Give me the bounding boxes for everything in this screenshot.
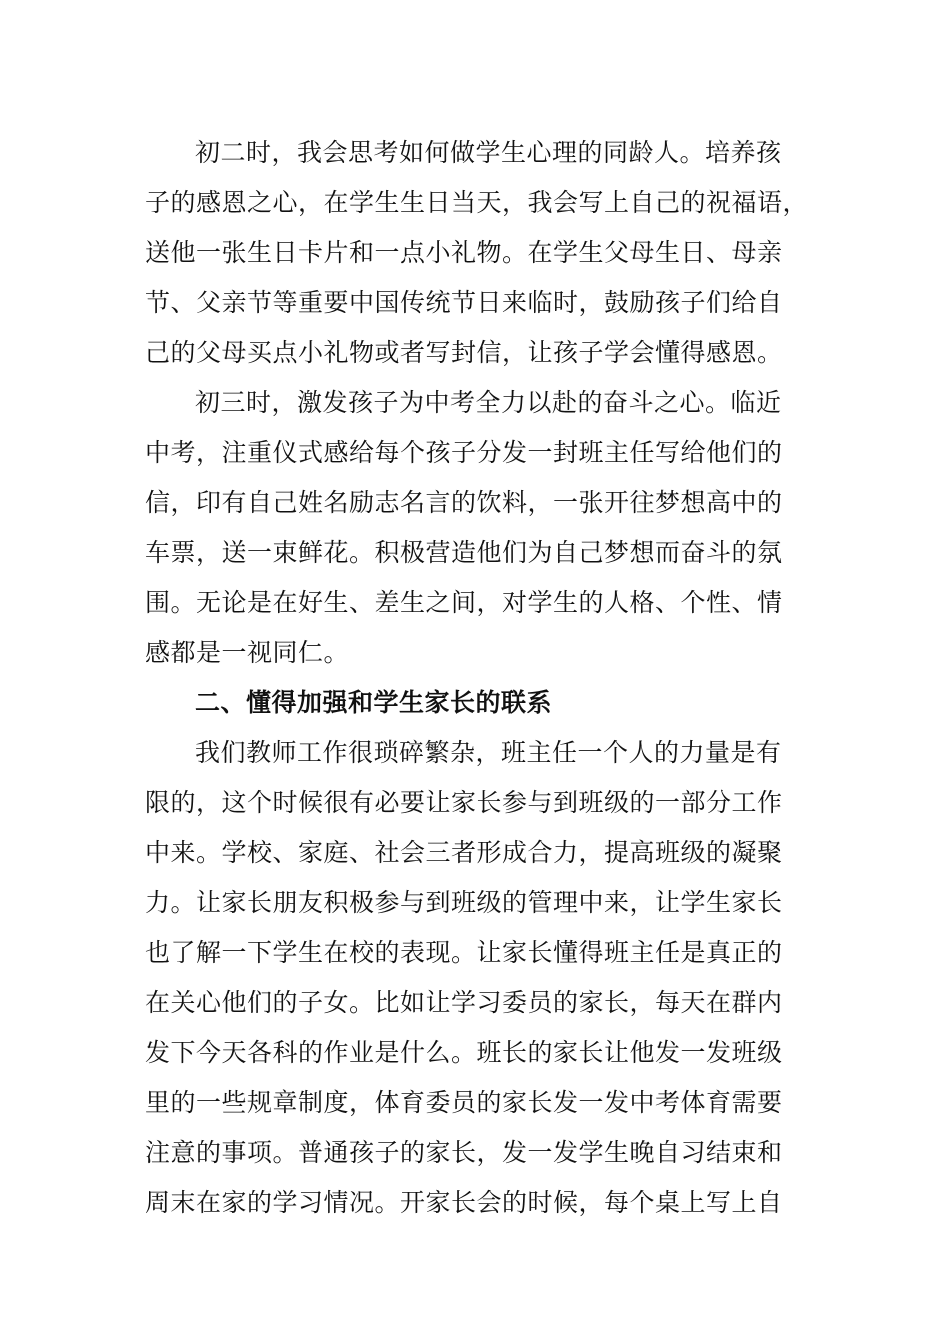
paragraph-3-line-3: 中来。学校、家庭、社会三者形成合力，提高班级的凝聚 [145, 838, 783, 867]
paragraph-2-line-5: 围。无论是在好生、差生之间，对学生的人格、个性、情 [145, 588, 783, 617]
paragraph-3-line-9: 注意的事项。普通孩子的家长，发一发学生晚自习结束和 [145, 1138, 783, 1167]
paragraph-3-line-1: 我们教师工作很琐碎繁杂，班主任一个人的力量是有 [195, 738, 782, 767]
paragraph-3-line-10: 周末在家的学习情况。开家长会的时候，每个桌上写上自 [145, 1188, 783, 1217]
paragraph-3-line-5: 也了解一下学生在校的表现。让家长懂得班主任是真正的 [145, 938, 783, 967]
paragraph-3-line-2: 限的，这个时候很有必要让家长参与到班级的一部分工作 [145, 788, 783, 817]
paragraph-2-line-4: 车票，送一束鲜花。积极营造他们为自己梦想而奋斗的氛 [145, 538, 783, 567]
paragraph-2-line-3: 信，印有自己姓名励志名言的饮料，一张开往梦想高中的 [145, 488, 783, 517]
section-heading: 二、懂得加强和学生家长的联系 [195, 688, 553, 717]
paragraph-3-line-8: 里的一些规章制度，体育委员的家长发一发中考体育需要 [145, 1088, 783, 1117]
paragraph-2-line-1: 初三时，激发孩子为中考全力以赴的奋斗之心。临近 [195, 388, 782, 417]
paragraph-1-line-1: 初二时，我会思考如何做学生心理的同龄人。培养孩 [195, 138, 782, 167]
paragraph-2-line-2: 中考，注重仪式感给每个孩子分发一封班主任写给他们的 [145, 438, 783, 467]
paragraph-1-line-5: 己的父母买点小礼物或者写封信，让孩子学会懂得感恩。 [145, 338, 783, 367]
paragraph-1-line-4: 节、父亲节等重要中国传统节日来临时，鼓励孩子们给自 [145, 288, 783, 317]
paragraph-3-line-6: 在关心他们的子女。比如让学习委员的家长，每天在群内 [145, 988, 783, 1017]
paragraph-1-line-3: 送他一张生日卡片和一点小礼物。在学生父母生日、母亲 [145, 238, 783, 267]
paragraph-1-line-2: 子的感恩之心，在学生生日当天，我会写上自己的祝福语， [145, 188, 809, 217]
document-body [145, 128, 809, 1228]
paragraph-3-line-4: 力。让家长朋友积极参与到班级的管理中来，让学生家长 [145, 888, 783, 917]
paragraph-2-line-6: 感都是一视同仁。 [145, 638, 350, 667]
paragraph-3-line-7: 发下今天各科的作业是什么。班长的家长让他发一发班级 [145, 1038, 783, 1067]
